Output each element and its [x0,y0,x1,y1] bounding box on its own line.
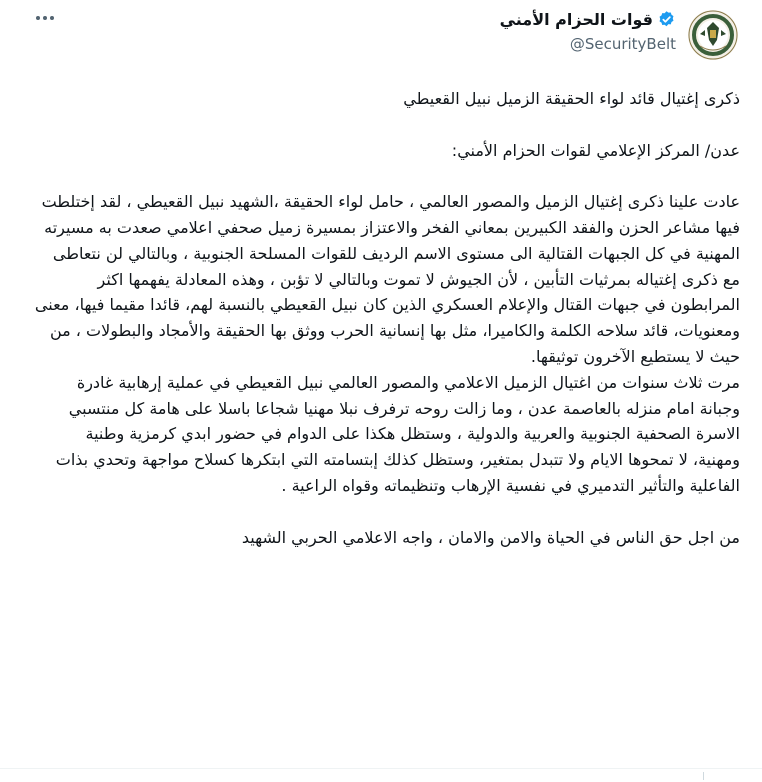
account-avatar[interactable] [688,10,738,60]
account-handle[interactable]: @SecurityBelt [569,35,676,53]
tweet-text: ذكرى إغتيال قائد لواء الحقيقة الزميل نبيل القعيطي عدن/ المركز الإعلامي لقوات الحزام الأمني: عادت علينا ذكرى إغتيال الزميل والمصور العالمي ، حامل لواء الحقيقة ،الشهيد نبيل القعيطي ، لقد إختلطت فيها مشاعر الحزن والفقد الكبيرين بمعاني الفخر والاعتزاز بمسيرة زميل صحفي اعلامي صعدت به مسيرته المهنية في كل الجبهات القتالية الى مستوى الاسم الرديف للقوات المسلحة الجنوبية ، وبالتالي لن نتعاطى مع ذكرى إغتياله بمرثيات التأبين ، لأن الجيوش لا تموت وبالتالي لا تؤبن ، وهذه المعادلة يفهمها اكثر المرابطون في جبهات القتال والإعلام العسكري الذين كان نبيل القعيطي بالنسبة لهم، قائدا مقيما فيها، معنى ومعنويات، قائد سلاحه الكلمة والكاميرا، مثل بها إنسانية الحرب ووثق بها الحقيقة والأمجاد والبطولات ، من حيث لا يستطيع الآخرون توثيقها. مرت ثلاث سنوات من اغتيال الزميل الاعلامي والمصور العالمي نبيل القعيطي في عملية إرهابية غادرة وجبانة امام منزله بالعاصمة عدن ، وما زالت روحه ترفرف نبلا مهنيا شجاعا باسلا على هامة كل منتسبي الاسرة الصحفية الجنوبية والعربية والدولية ، وستظل هكذا على الدوام في حضور ابدي كرمزية وطنية ومهنية، لا تمحوها الايام ولا تتبدل بمتغير، وستظل كذلك إبتسامته التي ابتكرها كسلاح مواجهة وتحدي بذات الفاعلية والتأثير التدميري في نفسية الإرهاب وتنظيماته وقواه الراعية . من اجل حق الناس في الحياة والامن والامان ، واجه الاعلامي الحربي الشهيد [34,89,740,547]
divider-tick [703,772,704,780]
security-belt-emblem-icon [688,10,738,60]
verified-badge-icon [657,10,676,29]
more-options-button[interactable] [30,8,60,28]
display-name[interactable]: قوات الحزام الأمني [499,10,653,29]
tweet-header [0,0,762,70]
more-options-icon [43,16,47,20]
more-options-icon [50,16,54,20]
account-names [500,10,676,53]
more-options-icon [36,16,40,20]
display-name-row [500,10,676,29]
divider [0,768,762,769]
